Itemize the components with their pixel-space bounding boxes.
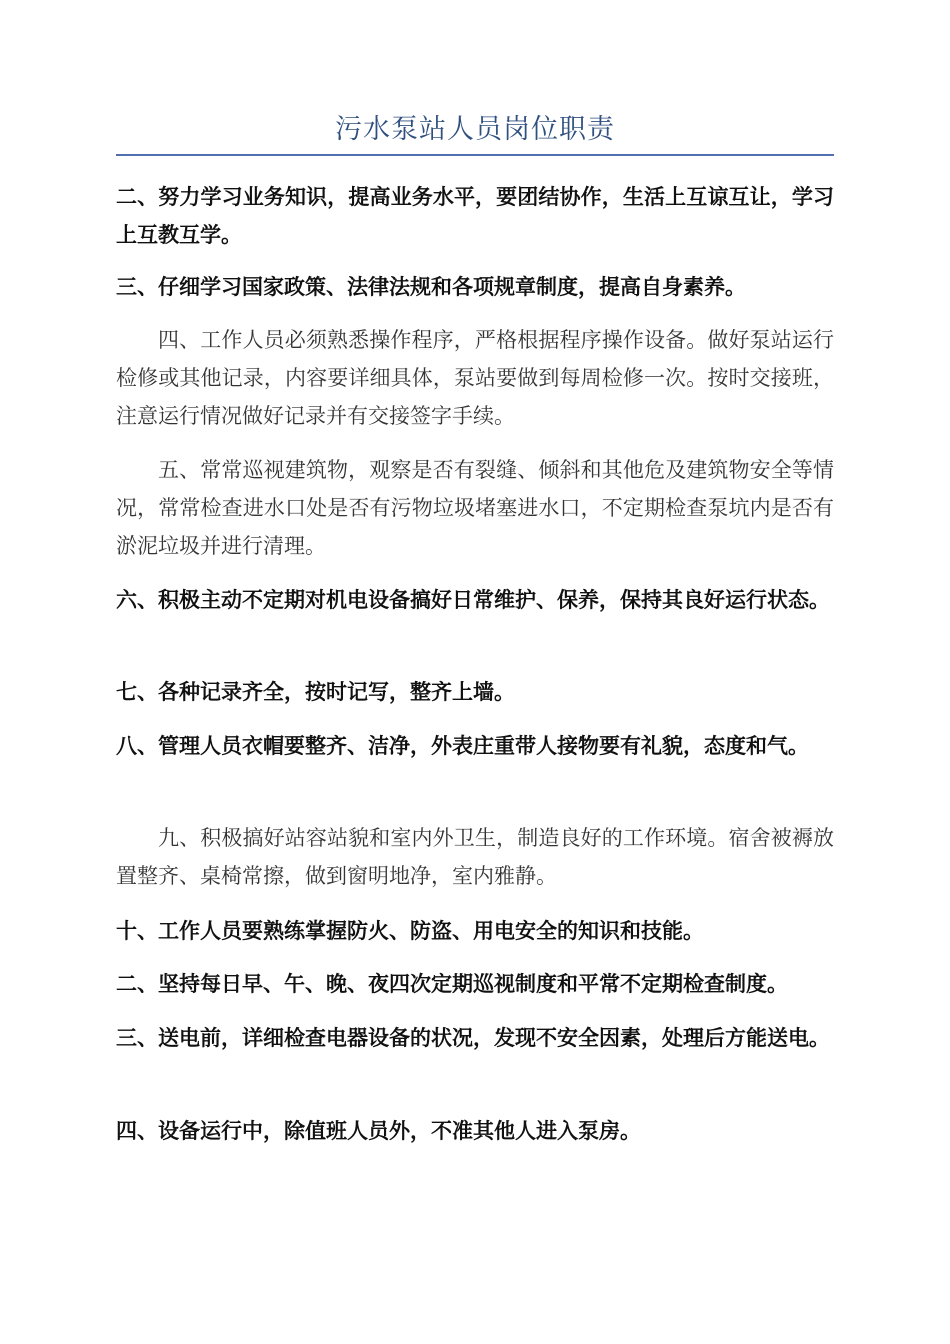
title-underline (116, 154, 834, 156)
paragraph-policy: 三、仔细学习国家政策、法律法规和各项规章制度，提高自身素养。 (116, 275, 746, 299)
paragraph-inspection: 五、常常巡视建筑物，观察是否有裂缝、倾斜和其他危及建筑物安全等情况，常常检查进水口处是否有污物垃圾堵塞进水口，不定期检查泵坑内是否有淤泥垃圾并进行清理。 (116, 458, 834, 558)
paragraph-safety: 十、工作人员要熟练掌握防火、防盗、用电安全的知识和技能。 (116, 919, 704, 943)
paragraph-power: 三、送电前，详细检查电器设备的状况，发现不安全因素，处理后方能送电。 (116, 1026, 830, 1050)
paragraph-operation: 四、工作人员必须熟悉操作程序，严格根据程序操作设备。做好泵站运行检修或其他记录，内容要详细具体，泵站要做到每周检修一次。按时交接班，注意运行情况做好记录并有交接签字手续。 (116, 328, 834, 428)
paragraph-maintenance: 六、积极主动不定期对机电设备搞好日常维护、保养，保持其良好运行状态。 (116, 588, 830, 612)
paragraph-patrol: 二、坚持每日早、午、晚、夜四次定期巡视制度和平常不定期检查制度。 (116, 972, 788, 996)
paragraph-study: 二、努力学习业务知识，提高业务水平，要团结协作，生活上互谅互让，学习上互教互学。 (116, 185, 834, 247)
paragraph-appearance: 八、管理人员衣帽要整齐、洁净，外表庄重带人接物要有礼貌，态度和气。 (116, 734, 809, 758)
paragraph-hygiene: 九、积极搞好站容站貌和室内外卫生，制造良好的工作环境。宿舍被褥放置整齐、桌椅常擦，做到窗明地净，室内雅静。 (116, 826, 834, 888)
document-title: 污水泵站人员岗位职责 (335, 114, 615, 145)
paragraph-records: 七、各种记录齐全，按时记写，整齐上墙。 (116, 680, 515, 704)
paragraph-access: 四、设备运行中，除值班人员外，不准其他人进入泵房。 (116, 1119, 641, 1143)
